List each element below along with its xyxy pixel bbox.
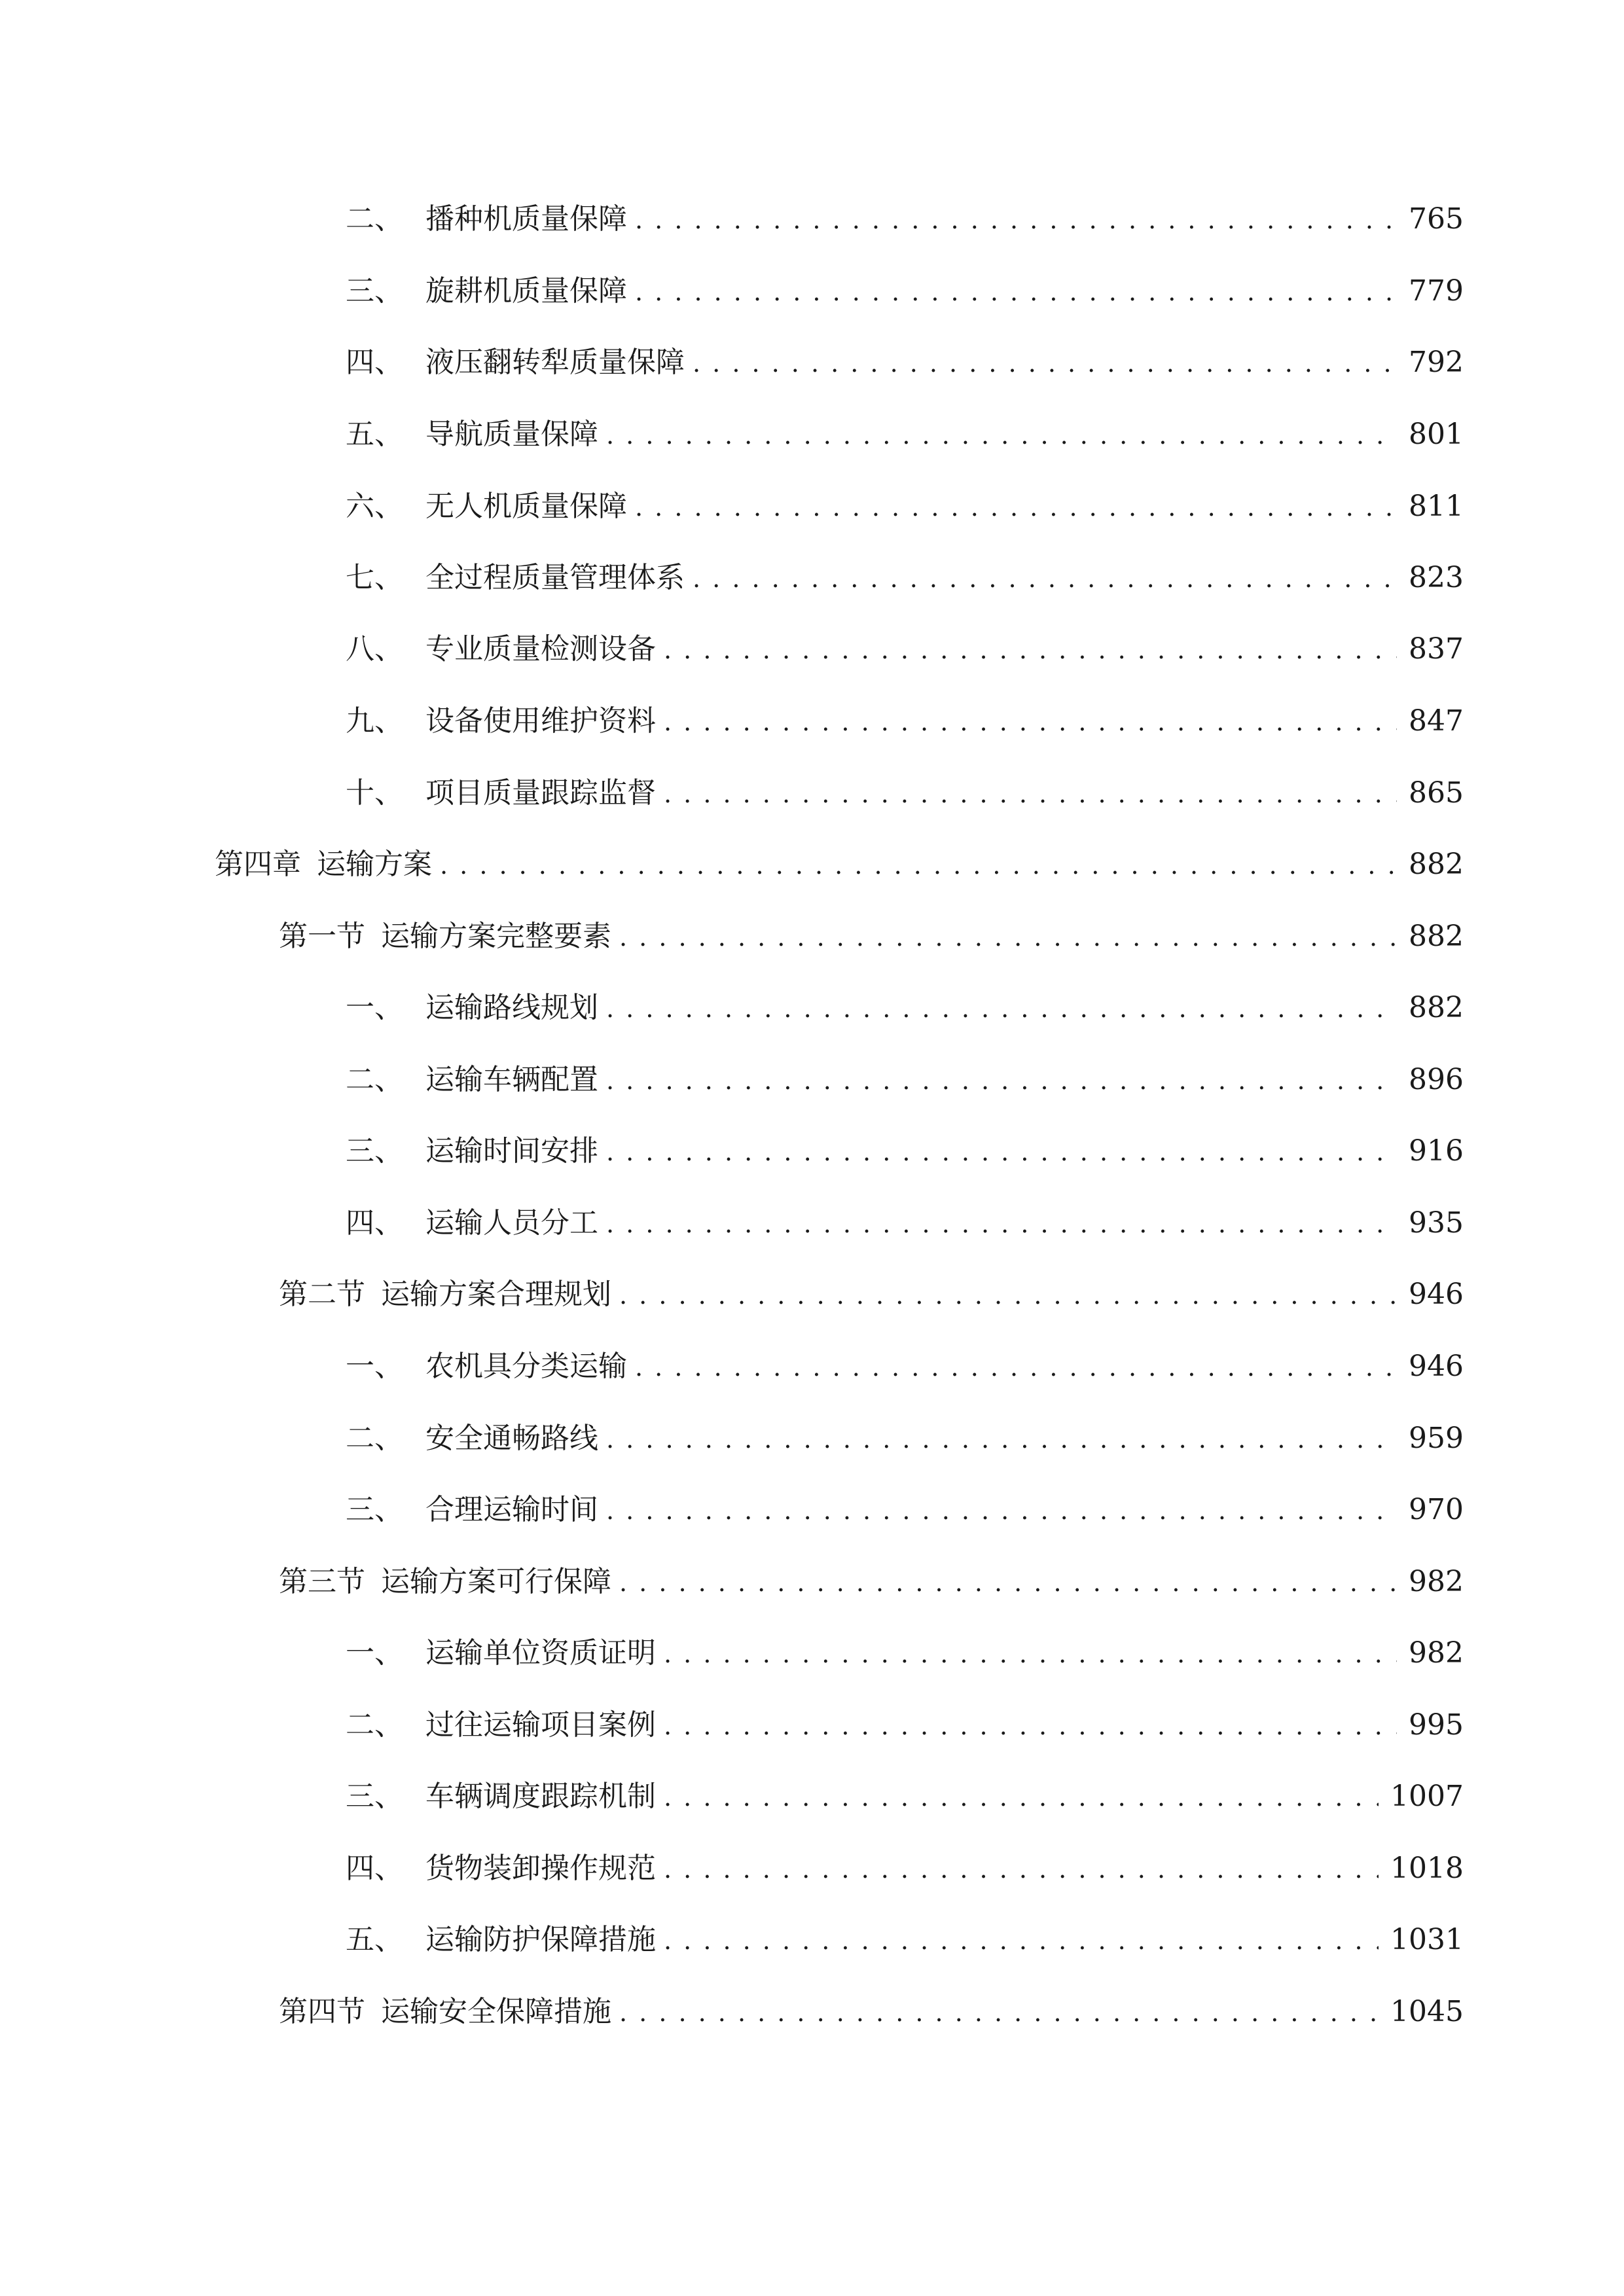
toc-section-entry[interactable] — [279, 910, 1464, 963]
toc-entry-number: 一、 — [346, 991, 403, 1024]
toc-entry-title: 导航质量保障 — [425, 418, 598, 451]
toc-entry-page: 847 — [1409, 704, 1464, 738]
toc-entry[interactable] — [346, 982, 1464, 1034]
toc-dot-leader — [606, 409, 1397, 461]
toc-entry-title: 运输单位资质证明 — [425, 1636, 656, 1670]
toc-entry-title: 运输人员分工 — [425, 1206, 598, 1240]
toc-dot-leader — [606, 1198, 1397, 1250]
toc-entry-page: 995 — [1409, 1708, 1464, 1742]
toc-entry-page: 970 — [1409, 1493, 1464, 1526]
toc-entry[interactable] — [346, 695, 1464, 747]
toc-entry-page: 1045 — [1390, 1995, 1464, 2028]
toc-entry-number: 第三节 — [279, 1565, 365, 1598]
toc-entry-title: 运输时间安排 — [425, 1134, 598, 1168]
toc-entry-title: 项目质量跟踪监督 — [425, 776, 656, 810]
toc-dot-leader — [664, 696, 1397, 748]
toc-section-entry[interactable] — [279, 1556, 1464, 1608]
toc-entry-number: 四、 — [346, 346, 403, 379]
toc-entry-number: 二、 — [346, 1708, 403, 1742]
toc-dot-leader — [619, 1556, 1397, 1609]
toc-entry-number: 三、 — [346, 1134, 403, 1168]
toc-dot-leader — [664, 768, 1397, 820]
toc-entry-title: 全过程质量管理体系 — [425, 561, 685, 594]
toc-entry[interactable] — [346, 1842, 1464, 1895]
toc-entry[interactable] — [346, 1054, 1464, 1106]
toc-entry-page: 882 — [1409, 848, 1464, 881]
toc-entry-page: 882 — [1409, 991, 1464, 1024]
toc-entry-title: 过往运输项目案例 — [425, 1708, 656, 1742]
toc-entry-number: 一、 — [346, 1350, 403, 1383]
toc-entry-number: 二、 — [346, 1063, 403, 1096]
toc-entry-page: 882 — [1409, 920, 1464, 953]
toc-entry-page: 865 — [1409, 776, 1464, 810]
toc-dot-leader — [606, 1484, 1397, 1537]
toc-entry-page: 792 — [1409, 346, 1464, 379]
toc-entry-number: 九、 — [346, 704, 403, 738]
toc-entry-page: 982 — [1409, 1636, 1464, 1670]
toc-entry[interactable] — [346, 336, 1464, 389]
toc-entry-page: 779 — [1409, 274, 1464, 308]
toc-dot-leader — [693, 337, 1397, 389]
toc-entry-page: 801 — [1409, 418, 1464, 451]
toc-entry[interactable] — [346, 193, 1464, 245]
toc-entry-number: 二、 — [346, 1422, 403, 1455]
toc-dot-leader — [619, 1269, 1397, 1321]
toc-dot-leader — [635, 194, 1397, 246]
toc-dot-leader — [606, 1126, 1397, 1178]
toc-entry[interactable] — [346, 1197, 1464, 1249]
toc-entry-title: 运输方案 — [317, 848, 432, 881]
toc-entry-number: 第一节 — [279, 920, 365, 953]
toc-dot-leader — [606, 1413, 1397, 1465]
toc-dot-leader — [440, 839, 1397, 891]
toc-entry[interactable] — [346, 623, 1464, 675]
toc-entry-number: 八、 — [346, 632, 403, 666]
toc-entry-page: 823 — [1409, 561, 1464, 594]
toc-entry-page: 959 — [1409, 1422, 1464, 1455]
toc-entry[interactable] — [346, 1770, 1464, 1823]
toc-dot-leader — [664, 624, 1397, 676]
toc-entry[interactable] — [346, 1699, 1464, 1751]
toc-entry-title: 液压翻转犁质量保障 — [425, 346, 685, 379]
toc-dot-leader — [664, 1771, 1379, 1823]
toc-entry-number: 六、 — [346, 490, 403, 523]
toc-entry-title: 农机具分类运输 — [425, 1350, 627, 1383]
toc-entry-title: 运输路线规划 — [425, 991, 598, 1024]
toc-dot-leader — [635, 266, 1397, 318]
toc-entry-title: 播种机质量保障 — [425, 202, 627, 236]
toc-entry[interactable] — [346, 408, 1464, 461]
toc-entry[interactable] — [346, 265, 1464, 317]
toc-entry[interactable] — [346, 552, 1464, 604]
toc-dot-leader — [664, 1914, 1379, 1967]
toc-section-entry[interactable] — [279, 1268, 1464, 1321]
toc-entry-page: 837 — [1409, 632, 1464, 666]
toc-entry-number: 五、 — [346, 418, 403, 451]
toc-entry[interactable] — [346, 767, 1464, 819]
toc-dot-leader — [619, 911, 1397, 963]
toc-entry-page: 1007 — [1390, 1780, 1464, 1813]
toc-entry-number: 七、 — [346, 561, 403, 594]
toc-entry[interactable] — [346, 1627, 1464, 1679]
toc-entry-number: 四、 — [346, 1852, 403, 1885]
toc-entry-number: 五、 — [346, 1923, 403, 1956]
toc-entry-title: 运输方案合理规划 — [381, 1278, 611, 1311]
toc-entry-page: 946 — [1409, 1278, 1464, 1311]
toc-entry-title: 专业质量检测设备 — [425, 632, 656, 666]
toc-entry-title: 车辆调度跟踪机制 — [425, 1780, 656, 1813]
toc-dot-leader — [606, 1054, 1397, 1107]
toc-dot-leader — [619, 1986, 1379, 2039]
toc-entry-number: 四、 — [346, 1206, 403, 1240]
toc-dot-leader — [606, 982, 1397, 1035]
toc-entry-number: 二、 — [346, 202, 403, 236]
toc-entry-page: 811 — [1409, 490, 1464, 523]
toc-entry-page: 765 — [1409, 202, 1464, 236]
toc-entry-number: 三、 — [346, 274, 403, 308]
toc-entry-page: 1031 — [1390, 1923, 1464, 1956]
toc-entry-page: 916 — [1409, 1134, 1464, 1168]
toc-entry-number: 三、 — [346, 1780, 403, 1813]
toc-entry-page: 935 — [1409, 1206, 1464, 1240]
toc-entry-number: 一、 — [346, 1636, 403, 1670]
toc-entry-page: 1018 — [1390, 1852, 1464, 1885]
toc-entry[interactable] — [346, 1914, 1464, 1966]
toc-entry-title: 安全通畅路线 — [425, 1422, 598, 1455]
toc-entry-title: 运输车辆配置 — [425, 1063, 598, 1096]
toc-entry-title: 货物装卸操作规范 — [425, 1852, 656, 1885]
toc-entry-page: 896 — [1409, 1063, 1464, 1096]
toc-chapter-entry[interactable] — [215, 838, 1464, 891]
toc-entry-number: 第四节 — [279, 1995, 365, 2028]
toc-entry[interactable] — [346, 1125, 1464, 1177]
toc-dot-leader — [693, 552, 1397, 605]
toc-entry[interactable] — [346, 1412, 1464, 1465]
toc-dot-leader — [635, 1341, 1397, 1393]
toc-entry[interactable] — [346, 1340, 1464, 1393]
toc-entry-number: 第二节 — [279, 1278, 365, 1311]
toc-dot-leader — [664, 1628, 1397, 1680]
toc-dot-leader — [664, 1700, 1397, 1752]
toc-entry-page: 982 — [1409, 1565, 1464, 1598]
toc-dot-leader — [635, 481, 1397, 533]
toc-dot-leader — [664, 1843, 1379, 1895]
toc-entry-title: 运输方案完整要素 — [381, 920, 611, 953]
toc-entry-number: 三、 — [346, 1493, 403, 1526]
toc-section-entry[interactable] — [279, 1986, 1464, 2038]
toc-entry-page: 946 — [1409, 1350, 1464, 1383]
toc-entry-title: 旋耕机质量保障 — [425, 274, 627, 308]
toc-entry[interactable] — [346, 480, 1464, 533]
toc-entry-title: 运输防护保障措施 — [425, 1923, 656, 1956]
toc-entry[interactable] — [346, 1484, 1464, 1536]
toc-entry-title: 合理运输时间 — [425, 1493, 598, 1526]
toc-entry-title: 运输安全保障措施 — [381, 1995, 611, 2028]
toc-entry-number: 十、 — [346, 776, 403, 810]
toc-entry-number: 第四章 — [215, 848, 301, 881]
toc-entry-title: 无人机质量保障 — [425, 490, 627, 523]
toc-entry-title: 设备使用维护资料 — [425, 704, 656, 738]
toc-entry-title: 运输方案可行保障 — [381, 1565, 611, 1598]
